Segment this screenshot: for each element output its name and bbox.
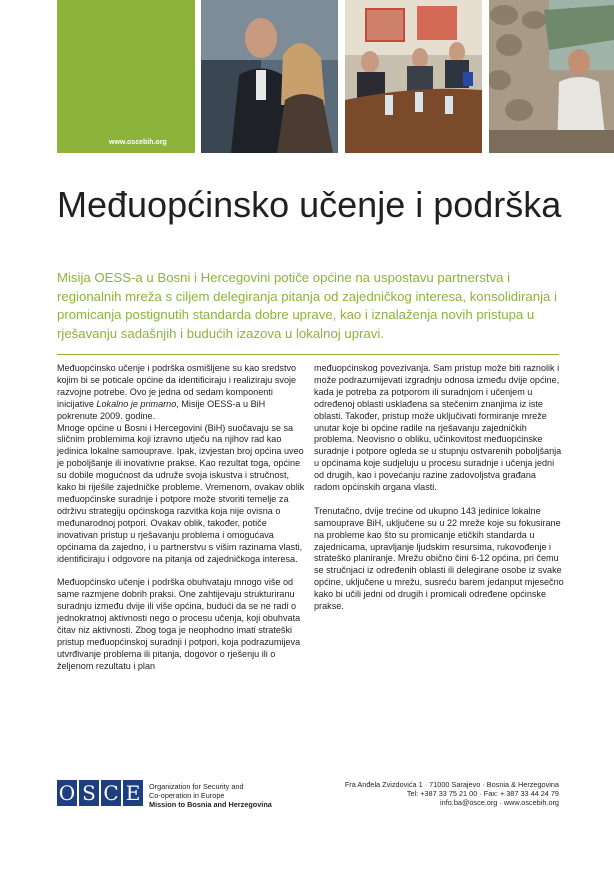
text-column-right xyxy=(314,363,564,625)
email-web: info.ba@osce.org · www.oscebih.org xyxy=(440,798,559,807)
paragraph: Međuopćinsko učenje i podrška osmišljene su kao sredstvo kojim bi se poticale općine da identificiraju i realiziraju svoje razvojne potrebe. Ovo je jedna od sedam komponenti inicijative Lokalno je primarno, Misije OESS-a u BiH pokrenute 2009. godine. Mnoge općine u Bosni i Hercegovini (BiH) suočavaju se sa sličnim problemima koji izravno utječu na njihov rad kao jedinica lokalne samouprave. Ipak, izvjestan broj općina uveo je poboljšanje ili inovativne prakse. Kao rezultat toga, općine su dobile mogućnost da udruže svoja iskustva i stručnost, kako bi riješile zajedničke probleme. Vremenom, ovakav oblik međuopćinske suradnje i potpore može stvoriti temelje za održivu strategiju općinskoga razvitka koja nije ovisna o međunarodnoj potpori. Ovakav oblik, također, potiče inovativan pristup u rješavanju problema i omogućava općinama da zajedno, i u partnerstvu s višim razinama vlasti, identificiraju i odgovore na pitanja od zajedničkoga interesa. xyxy=(57,363,305,564)
header-photo-strip xyxy=(57,0,614,153)
page-title: Međuopćinsko učenje i podrška xyxy=(57,184,562,225)
initiative-name: Lokalno je primarno xyxy=(96,398,177,409)
text-column-left xyxy=(57,363,307,684)
green-header-box xyxy=(57,0,195,153)
paragraph: međuopćinskog povezivanja. Sam pristup može biti raznolik i može podrazumijevati izgradnju odnosa između dvije općine, kada je potreba za potporom ili suradnjom i učenjem u određenoj oblasti usklađena sa stečenim znanjima iz iste oblasti. Također, pristup može uključivati formiranje mreže unutar koje bi općine radile na rješavanju zajedničkih problema. Neovisno o obliku, učinkovitost međuopćinske suradnje i potpore ogleda se u stupnju ostvarenih poboljšanja u općinama koje sudjeluju u procesu suradnje i učenja jedni od drugih, kao i povećanju razine zadovoljstva građana radom općinskih organa vlasti. xyxy=(314,363,562,493)
green-divider xyxy=(57,354,559,355)
intro-paragraph: Misija OESS-a u Bosni i Hercegovini potiče općine na uspostavu partnerstva i regionalnih mreža s ciljem delegiranja pitanja od zajedničkog interesa, konsolidiranja i promicanja postignutih standarda dobre uprave, kao i iznalaženja novih pristupa u rješavanju sadašnjih i budućih izazova u lokalnoj upravi. xyxy=(57,270,557,341)
header-url: www.oscebih.org xyxy=(109,139,167,146)
footer xyxy=(57,780,559,810)
photo-man-stone-wall xyxy=(489,0,614,153)
photo-conference-meeting xyxy=(345,0,482,153)
organization-name: Organization for Security and Co-operation in Europe Mission to Bosnia and Herzegovina xyxy=(149,782,272,809)
phone-fax: Tel: +387 33 75 21 00 · Fax: + 387 33 44 24 79 xyxy=(406,789,559,798)
address: Fra Anđela Zvizdovića 1 · 71000 Sarajevo · Bosnia & Herzegovina xyxy=(344,780,559,789)
paragraph: Trenutačno, dvije trećine od ukupno 143 jedinice lokalne samouprave BiH, uključene su u 22 mreže koje su fokusirane na probleme kao što su promicanje etičkih standarda u zajednicama, upravljanje ljudskim resursima, rukovođenje i strateško planiranje. Mrežu obično čini 6-12 općina, pri čemu se stručnjaci iz određenih oblasti ili delegirane osobe iz svake općine, uključene u mrežu, susreću barem jedanput mjesečno kako bi učili jedni od drugih i promicali određene općinske prakse. xyxy=(314,505,564,612)
photo-two-people xyxy=(201,0,338,153)
paragraph: Međuopćinsko učenje i podrška obuhvataju mnogo više od same razmjene dobrih praksi. One zahtijevaju strukturiranu suradnju između dvije ili više općina, budući da se ne radi o jednokratnoj aktivnosti nego o procesu učenja, koji obuhvata čitav niz aktivnosti. Zbog toga je neophodno imati strateški pristup međuopćinskoj suradnji i potpori, koja podrazumijeva utvrđivanje problema ili pitanja, dogovor o rješenju ili o željenom rezultatu i plan xyxy=(57,577,301,671)
contact-info xyxy=(345,780,559,807)
osce-logo: O S C E xyxy=(57,780,145,806)
